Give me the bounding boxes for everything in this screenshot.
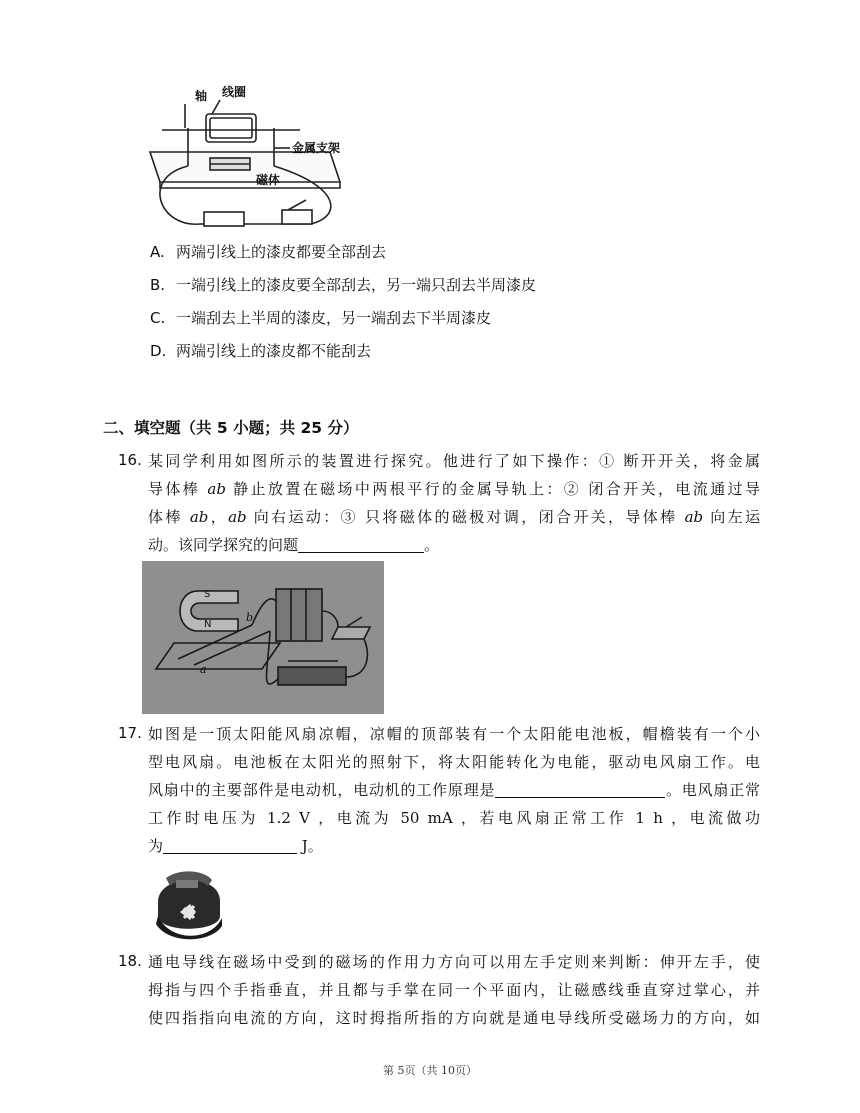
q17-number: 17. — [118, 724, 142, 742]
option-d[interactable] — [150, 341, 371, 361]
ab-symbol: ab — [207, 480, 226, 498]
option-text: 两端引线上的漆皮都要全部刮去 — [176, 243, 387, 261]
answer-blank[interactable] — [298, 536, 424, 553]
fig-label-n: N — [204, 619, 212, 630]
option-key: D. — [150, 342, 167, 360]
text: 。 — [424, 536, 440, 554]
text: ， — [208, 508, 229, 526]
text: J。 — [297, 837, 323, 855]
text: 为 — [148, 837, 164, 855]
section-title: 二、填空题（共 5 小题；共 25 分） — [103, 419, 359, 437]
text: 动。该同学探究的问题 — [148, 536, 299, 554]
text: 体棒 — [148, 508, 190, 526]
answer-blank[interactable] — [495, 781, 665, 798]
option-text: 一端刮去上半周的漆皮，另一端刮去下半周漆皮 — [176, 309, 492, 327]
option-key: C. — [150, 309, 166, 327]
ab-symbol: ab — [684, 508, 704, 526]
page-footer: 第 5页（共 10页） — [383, 1064, 477, 1077]
q18-line-3: 使四指指向电流的方向，这时拇指所指的方向就是通电导线所受磁场力的方向，如 — [148, 1009, 760, 1027]
q17-line-2: 型电风扇。电池板在太阳光的照射下，将太阳能转化为电能，驱动电风扇工作。电 — [148, 753, 760, 771]
q16-line-2 — [148, 479, 760, 499]
text: 静止放置在磁场中两根平行的金属导轨上：② 闭合开关，电流通过导 — [225, 480, 760, 498]
option-b[interactable] — [150, 275, 536, 295]
ab-symbol: ab — [228, 508, 247, 526]
label-support: 金属支架 — [292, 141, 341, 155]
label-axis: 轴 — [195, 89, 208, 103]
q17-line-3 — [148, 780, 760, 800]
option-key: B. — [150, 276, 166, 294]
text: 导体棒 — [148, 480, 208, 498]
text: 向左运 — [703, 508, 760, 526]
q16-line-3 — [148, 507, 760, 527]
answer-blank[interactable] — [163, 837, 297, 854]
option-key: A. — [150, 243, 165, 261]
option-c[interactable] — [150, 308, 491, 328]
label-coil: 线圈 — [222, 85, 247, 99]
fig-label-s: S — [204, 589, 211, 600]
solar-fan-cap-photo — [150, 864, 226, 942]
ab-symbol: ab — [189, 508, 209, 526]
fig-label-b: b — [246, 611, 254, 624]
text: 。电风扇正常 — [665, 781, 760, 799]
motor-coil-figure — [140, 78, 380, 238]
q16-number: 16. — [118, 451, 142, 469]
q17-line-5 — [148, 836, 760, 856]
q18-line-1: 通电导线在磁场中受到的磁场的作用力方向可以用左手定则来判断：伸开左手，使 — [148, 953, 760, 971]
q17-line-1: 如图是一顶太阳能风扇凉帽，凉帽的顶部装有一个太阳能电池板，帽檐装有一个小 — [148, 725, 760, 743]
q16-line-1: 某同学利用如图所示的装置进行探究。他进行了如下操作：① 断开开关，将金属 — [148, 452, 760, 470]
q16-line-4 — [148, 535, 760, 555]
q18-number: 18. — [118, 952, 142, 970]
fig-label-a: a — [200, 663, 207, 676]
q16-apparatus-photo — [142, 561, 384, 714]
q18-line-2: 拇指与四个手指垂直，并且都与手掌在同一个平面内，让磁感线垂直穿过掌心，并 — [148, 981, 760, 999]
label-magnet: 磁体 — [256, 173, 281, 187]
text: 风扇中的主要部件是电动机，电动机的工作原理是 — [148, 781, 496, 799]
option-text: 两端引线上的漆皮都不能刮去 — [176, 342, 372, 360]
option-a[interactable] — [150, 242, 386, 262]
text: 向右运动：③ 只将磁体的磁极对调，闭合开关，导体棒 — [246, 508, 685, 526]
option-text: 一端引线上的漆皮要全部刮去，另一端只刮去半周漆皮 — [176, 276, 537, 294]
q17-line-4: 工作时电压为 1.2 V ，电流为 50 mA ，若电风扇正常工作 1 h ，电流做功 — [148, 809, 760, 827]
